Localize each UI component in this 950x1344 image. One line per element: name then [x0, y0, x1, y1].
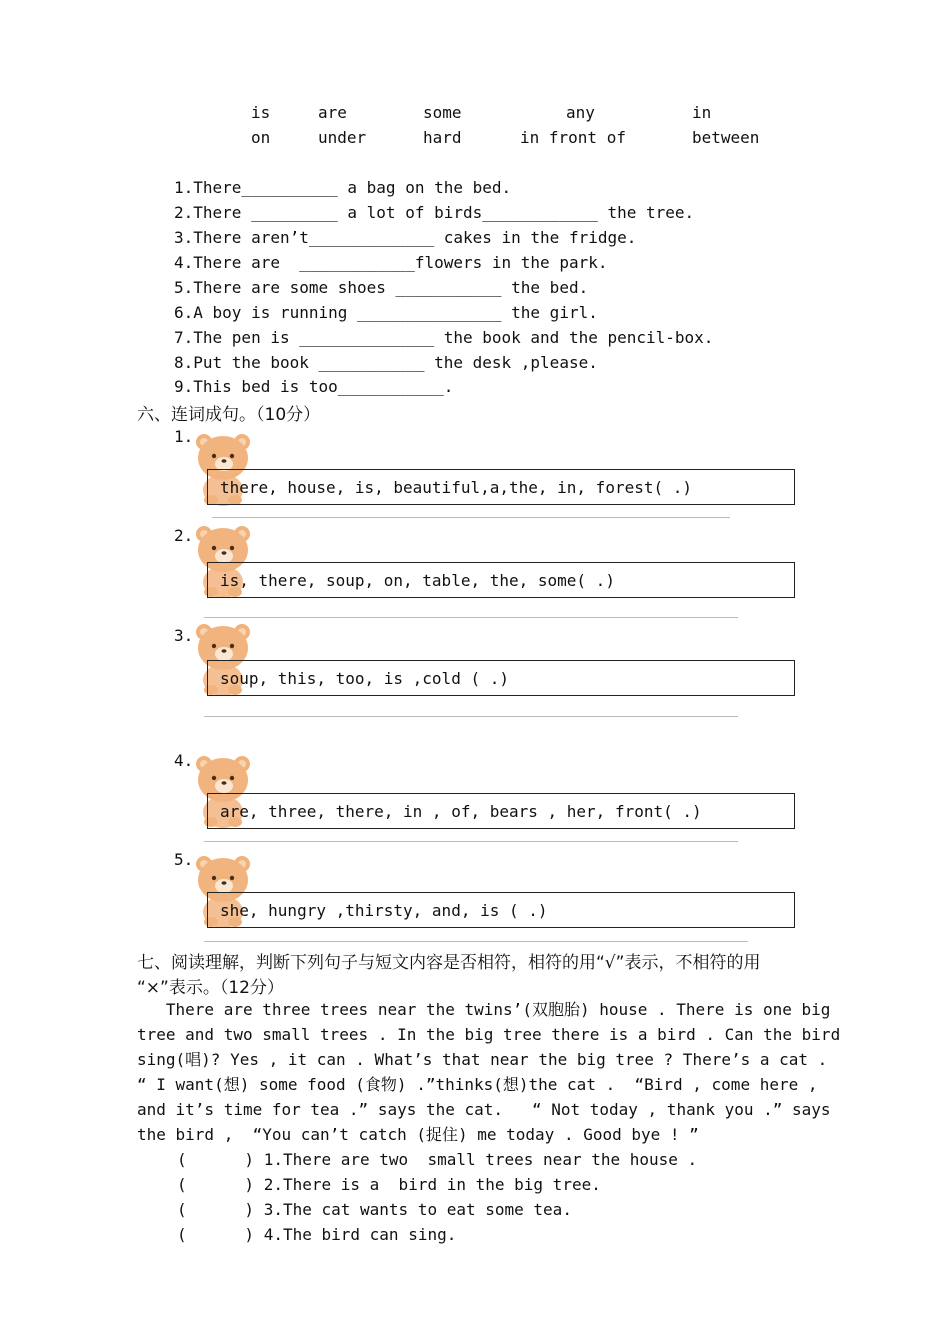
scrambled-words: there, house, is, beautiful,a,the, in, forest( .) [220, 478, 693, 497]
question-item[interactable]: ( ) 1.There are two small trees near the house . [177, 1150, 698, 1169]
answer-line[interactable] [204, 617, 738, 618]
word-bank-word: on [251, 128, 271, 147]
passage-line: “ I want(想) some food (食物) .”thinks(想)the cat . “Bird , come here , [137, 1075, 818, 1094]
word-bank-word: under [318, 128, 367, 147]
fill-blank-item: 5.There are some shoes ___________ the bed. [174, 278, 589, 297]
scrambled-words: are, three, there, in , of, bears , her, front( .) [220, 802, 702, 821]
sentence-word-box [207, 469, 795, 505]
item-number: 4. [174, 751, 194, 770]
item-number: 2. [174, 526, 194, 545]
answer-line[interactable] [204, 941, 748, 942]
fill-blank-item: 9.This bed is too___________. [174, 377, 454, 396]
fill-blank-item: 1.There__________ a bag on the bed. [174, 178, 512, 197]
fill-blank-item: 3.There aren’t_____________ cakes in the fridge. [174, 228, 637, 247]
answer-line[interactable] [204, 841, 738, 842]
answer-line[interactable] [212, 517, 730, 518]
word-bank-word: in front of [520, 128, 626, 147]
scrambled-words: she, hungry ,thirsty, and, is ( .) [220, 901, 548, 920]
sentence-word-box [207, 793, 795, 829]
question-item[interactable]: ( ) 4.The bird can sing. [177, 1225, 457, 1244]
fill-blank-item: 4.There are ____________flowers in the park. [174, 253, 608, 272]
fill-blank-item: 2.There _________ a lot of birds____________ the tree. [174, 203, 695, 222]
answer-line[interactable] [204, 716, 738, 717]
item-number: 5. [174, 850, 194, 869]
question-item[interactable]: ( ) 2.There is a bird in the big tree. [177, 1175, 601, 1194]
sentence-word-box [207, 660, 795, 696]
passage-line: and it’s time for tea .” says the cat. “ Not today , thank you .” says [137, 1100, 831, 1119]
section-7-title: 七、阅读理解，判断下列句子与短文内容是否相符，相符的用“√”表示，不相符的用 [137, 953, 761, 973]
word-bank-word: hard [423, 128, 462, 147]
word-bank-word: are [318, 103, 347, 122]
word-bank-word: any [566, 103, 595, 122]
item-number: 3. [174, 626, 194, 645]
word-bank-word: in [692, 103, 712, 122]
fill-blank-item: 6.A boy is running _______________ the girl. [174, 303, 598, 322]
sentence-word-box [207, 892, 795, 928]
section-7-title-cont: “×”表示。（12分） [137, 978, 284, 998]
fill-blank-item: 8.Put the book ___________ the desk ,please. [174, 353, 598, 372]
sentence-word-box [207, 562, 795, 598]
passage-line: sing(唱)? Yes , it can . What’s that near the big tree ? There’s a cat . [137, 1050, 828, 1069]
word-bank-word: some [423, 103, 462, 122]
scrambled-words: is, there, soup, on, table, the, some( .) [220, 571, 615, 590]
passage-line: tree and two small trees . In the big tree there is a bird . Can the bird [137, 1025, 841, 1044]
question-item[interactable]: ( ) 3.The cat wants to eat some tea. [177, 1200, 572, 1219]
fill-blank-item: 7.The pen is ______________ the book and the pencil-box. [174, 328, 714, 347]
section-6-title: 六、连词成句。（10分） [137, 405, 321, 425]
word-bank-word: is [251, 103, 271, 122]
word-bank-word: between [692, 128, 760, 147]
scrambled-words: soup, this, too, is ,cold ( .) [220, 669, 509, 688]
item-number: 1. [174, 427, 194, 446]
passage-line: There are three trees near the twins’(双胞胎) house . There is one big [137, 1000, 831, 1019]
passage-line: the bird , “You can’t catch (捉住) me today . Good bye ! ” [137, 1125, 699, 1144]
